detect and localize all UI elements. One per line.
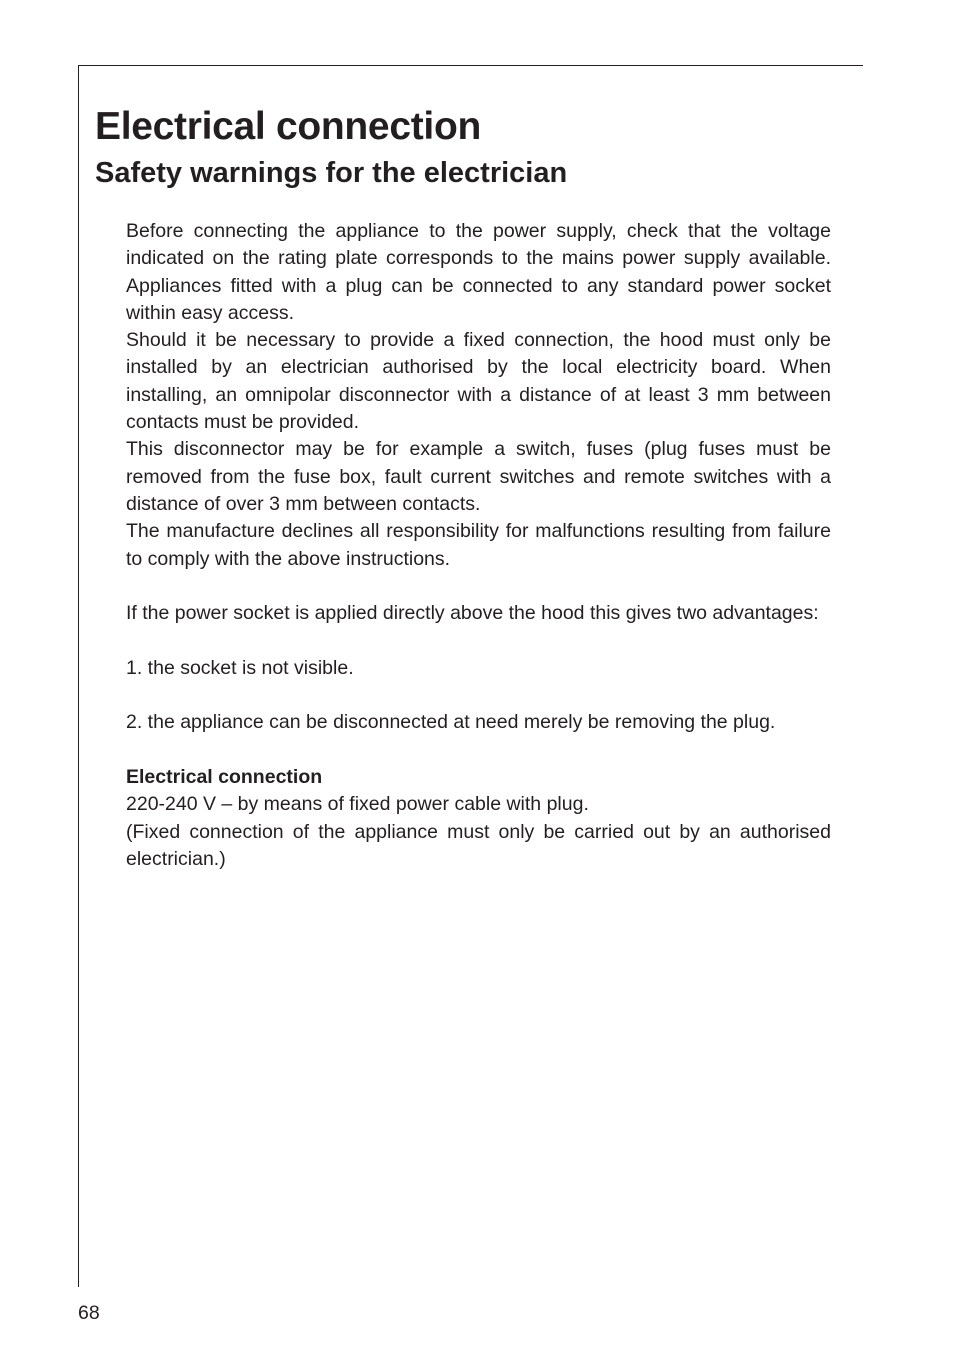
spacer	[126, 682, 831, 709]
spec-voltage-line: 220-240 V – by means of fixed power cable with plug.	[126, 793, 589, 816]
paragraph-socket-advantages: If the power socket is applied directly above the hood this gives two advantages:	[126, 602, 819, 625]
page-number: 68	[78, 1302, 100, 1324]
body-text	[126, 218, 831, 873]
frame-left-rule	[78, 65, 79, 1287]
frame-top-rule	[78, 65, 863, 66]
list-item-disconnect-plug: 2. the appliance can be disconnected at need merely be removing the plug.	[126, 711, 776, 734]
paragraph-power-supply: Before connecting the appliance to the power supply, check that the voltage indicated on the rating plate corresponds to the mains power supply available. Appliances fitted with a plug can be connected to any standard power socket within easy access.	[126, 220, 831, 324]
list-item-socket-not-visible: 1. the socket is not visible.	[126, 656, 354, 679]
page-title: Electrical connection	[95, 105, 481, 148]
paragraph-responsibility: The manufacture declines all responsibility for malfunctions resulting from failure to comply with the above instructions.	[126, 520, 831, 570]
spacer	[126, 627, 831, 654]
spacer	[126, 737, 831, 764]
spacer	[126, 573, 831, 600]
paragraph-fixed-connection: Should it be necessary to provide a fixed connection, the hood must only be installed by an electrician authorised by the local electricity board. When installing, an omnipolar disconnector with a distance of at least 3 mm between contacts must be provided.	[126, 329, 831, 434]
paragraph-disconnector: This disconnector may be for example a switch, fuses (plug fuses must be removed from the fuse box, fault current switches and remote switches with a distance of over 3 mm between contacts.	[126, 438, 831, 515]
section-heading: Electrical connection	[126, 765, 323, 788]
page-subtitle: Safety warnings for the electrician	[95, 157, 568, 189]
spec-fixed-connection-note: (Fixed connection of the appliance must only be carried out by an authorised electrician.)	[126, 820, 831, 870]
